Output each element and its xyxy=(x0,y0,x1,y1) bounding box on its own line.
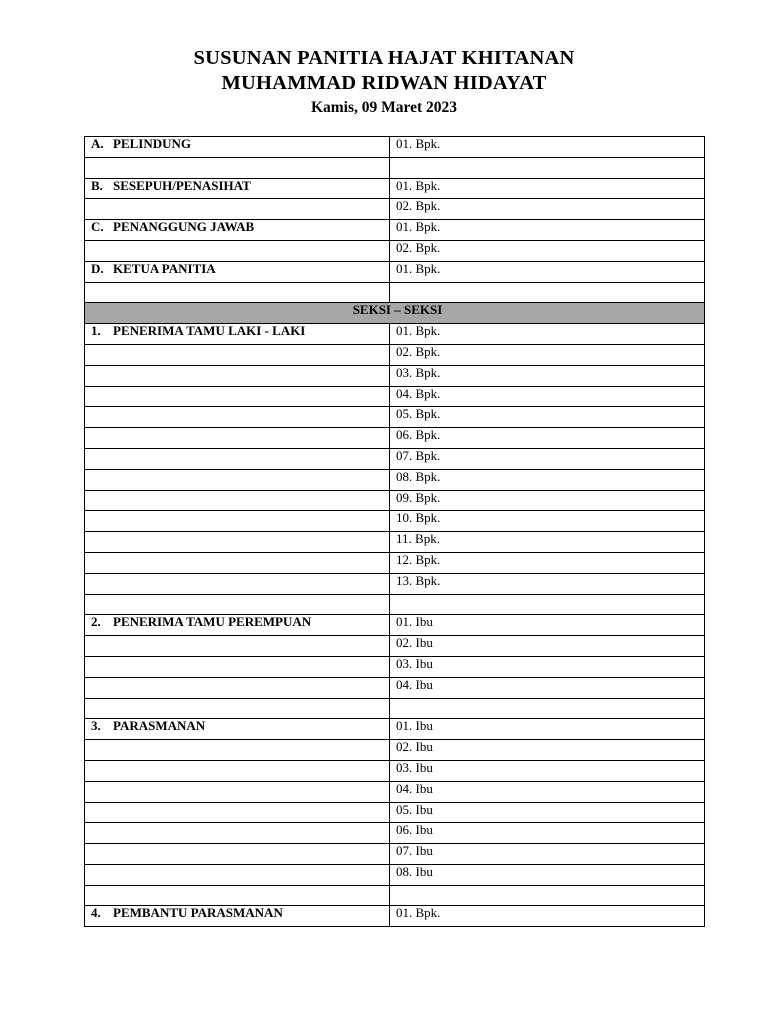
member-name-cell: 01. Bpk. xyxy=(390,261,705,282)
table-row xyxy=(85,199,705,220)
table-row xyxy=(85,469,705,490)
member-name-cell: 04. Ibu xyxy=(390,677,705,698)
role-cell xyxy=(85,781,390,802)
role-number: D. xyxy=(91,261,104,276)
role-cell xyxy=(85,615,390,636)
member-name-cell: 11. Bpk. xyxy=(390,532,705,553)
role-label: SESEPUH/PENASIHAT xyxy=(113,178,251,193)
member-name-cell: 02. Bpk. xyxy=(390,199,705,220)
table-row xyxy=(85,615,705,636)
member-name-cell xyxy=(390,594,705,615)
table-row xyxy=(85,636,705,657)
member-name-cell: 04. Ibu xyxy=(390,781,705,802)
table-row xyxy=(85,552,705,573)
role-cell xyxy=(85,719,390,740)
table-row xyxy=(85,448,705,469)
table-row xyxy=(85,220,705,241)
member-name-cell: 10. Bpk. xyxy=(390,511,705,532)
role-cell xyxy=(85,137,390,158)
role-cell xyxy=(85,656,390,677)
role-cell xyxy=(85,469,390,490)
role-cell xyxy=(85,802,390,823)
role-number: 3. xyxy=(91,718,101,734)
table-row xyxy=(85,428,705,449)
member-name-cell: 02. Bpk. xyxy=(390,240,705,261)
table-row xyxy=(85,261,705,282)
member-name-cell: 04. Bpk. xyxy=(390,386,705,407)
table-row xyxy=(85,178,705,199)
member-name-cell: 07. Bpk. xyxy=(390,448,705,469)
role-label: PELINDUNG xyxy=(113,136,192,151)
table-row xyxy=(85,864,705,885)
member-name-cell: 03. Bpk. xyxy=(390,365,705,386)
member-name-cell: 05. Bpk. xyxy=(390,407,705,428)
member-name-cell: 12. Bpk. xyxy=(390,552,705,573)
role-cell xyxy=(85,261,390,282)
role-cell xyxy=(85,511,390,532)
role-number: 4. xyxy=(91,905,101,921)
section-header: SEKSI – SEKSI xyxy=(85,303,705,324)
role-cell xyxy=(85,844,390,865)
member-name-cell: 01. Bpk. xyxy=(390,220,705,241)
role-cell xyxy=(85,282,390,303)
member-name-cell: 03. Ibu xyxy=(390,656,705,677)
role-cell xyxy=(85,698,390,719)
table-row xyxy=(85,344,705,365)
member-name-cell: 05. Ibu xyxy=(390,802,705,823)
member-name-cell: 13. Bpk. xyxy=(390,573,705,594)
member-name-cell: 01. Bpk. xyxy=(390,137,705,158)
role-label: PENERIMA TAMU PEREMPUAN xyxy=(113,614,312,630)
table-row xyxy=(85,511,705,532)
member-name-cell: 09. Bpk. xyxy=(390,490,705,511)
table-row xyxy=(85,781,705,802)
role-cell xyxy=(85,199,390,220)
role-cell xyxy=(85,823,390,844)
section-header-row xyxy=(85,303,705,324)
role-label: PENERIMA TAMU LAKI - LAKI xyxy=(113,323,306,339)
role-cell xyxy=(85,760,390,781)
role-cell xyxy=(85,157,390,178)
role-label: PENANGGUNG JAWAB xyxy=(113,219,255,235)
table-row xyxy=(85,844,705,865)
role-label: PEMBANTU PARASMANAN xyxy=(113,905,283,921)
table-row xyxy=(85,760,705,781)
table-row xyxy=(85,532,705,553)
role-label: KETUA PANITIA xyxy=(113,261,216,276)
role-cell xyxy=(85,677,390,698)
member-name-cell: 01. Bpk. xyxy=(390,906,705,927)
role-number: B. xyxy=(91,178,103,193)
document-subtitle: MUHAMMAD RIDWAN HIDAYAT xyxy=(221,72,547,94)
role-cell xyxy=(85,324,390,345)
table-row xyxy=(85,282,705,303)
table-row xyxy=(85,698,705,719)
role-cell xyxy=(85,885,390,906)
table-row xyxy=(85,885,705,906)
role-number: 2. xyxy=(91,614,101,630)
member-name-cell: 01. Bpk. xyxy=(390,324,705,345)
role-cell xyxy=(85,573,390,594)
table-row xyxy=(85,386,705,407)
role-cell xyxy=(85,344,390,365)
member-name-cell xyxy=(390,282,705,303)
role-number: 1. xyxy=(91,323,101,339)
member-name-cell: 01. Ibu xyxy=(390,719,705,740)
role-cell xyxy=(85,594,390,615)
member-name-cell: 06. Bpk. xyxy=(390,428,705,449)
member-name-cell: 02. Ibu xyxy=(390,740,705,761)
table-row xyxy=(85,365,705,386)
role-cell xyxy=(85,220,390,241)
member-name-cell: 08. Ibu xyxy=(390,864,705,885)
member-name-cell: 08. Bpk. xyxy=(390,469,705,490)
table-row xyxy=(85,906,705,927)
table-row xyxy=(85,823,705,844)
role-cell xyxy=(85,532,390,553)
role-cell xyxy=(85,636,390,657)
role-cell xyxy=(85,552,390,573)
role-cell xyxy=(85,365,390,386)
role-cell xyxy=(85,178,390,199)
table-row xyxy=(85,324,705,345)
role-number: C. xyxy=(91,219,104,235)
role-cell xyxy=(85,428,390,449)
table-row xyxy=(85,137,705,158)
table-row xyxy=(85,157,705,178)
table-row xyxy=(85,740,705,761)
role-cell xyxy=(85,407,390,428)
table-row xyxy=(85,802,705,823)
committee-table-body xyxy=(85,137,705,927)
table-row xyxy=(85,573,705,594)
role-cell xyxy=(85,240,390,261)
table-row xyxy=(85,656,705,677)
table-row xyxy=(85,677,705,698)
role-cell xyxy=(85,386,390,407)
role-cell xyxy=(85,448,390,469)
role-number: A. xyxy=(91,136,104,151)
member-name-cell xyxy=(390,698,705,719)
table-row xyxy=(85,407,705,428)
role-cell xyxy=(85,490,390,511)
committee-table xyxy=(84,136,705,927)
role-cell xyxy=(85,906,390,927)
table-row xyxy=(85,490,705,511)
role-label: PARASMANAN xyxy=(113,718,206,734)
table-row xyxy=(85,594,705,615)
table-row xyxy=(85,719,705,740)
member-name-cell: 03. Ibu xyxy=(390,760,705,781)
member-name-cell: 02. Ibu xyxy=(390,636,705,657)
member-name-cell xyxy=(390,157,705,178)
table-row xyxy=(85,240,705,261)
member-name-cell: 01. Ibu xyxy=(390,615,705,636)
member-name-cell: 02. Bpk. xyxy=(390,344,705,365)
member-name-cell xyxy=(390,885,705,906)
role-cell xyxy=(85,864,390,885)
role-cell xyxy=(85,740,390,761)
event-date: Kamis, 09 Maret 2023 xyxy=(310,99,458,116)
document-title: SUSUNAN PANITIA HAJAT KHITANAN xyxy=(193,47,575,69)
member-name-cell: 06. Ibu xyxy=(390,823,705,844)
member-name-cell: 07. Ibu xyxy=(390,844,705,865)
member-name-cell: 01. Bpk. xyxy=(390,178,705,199)
